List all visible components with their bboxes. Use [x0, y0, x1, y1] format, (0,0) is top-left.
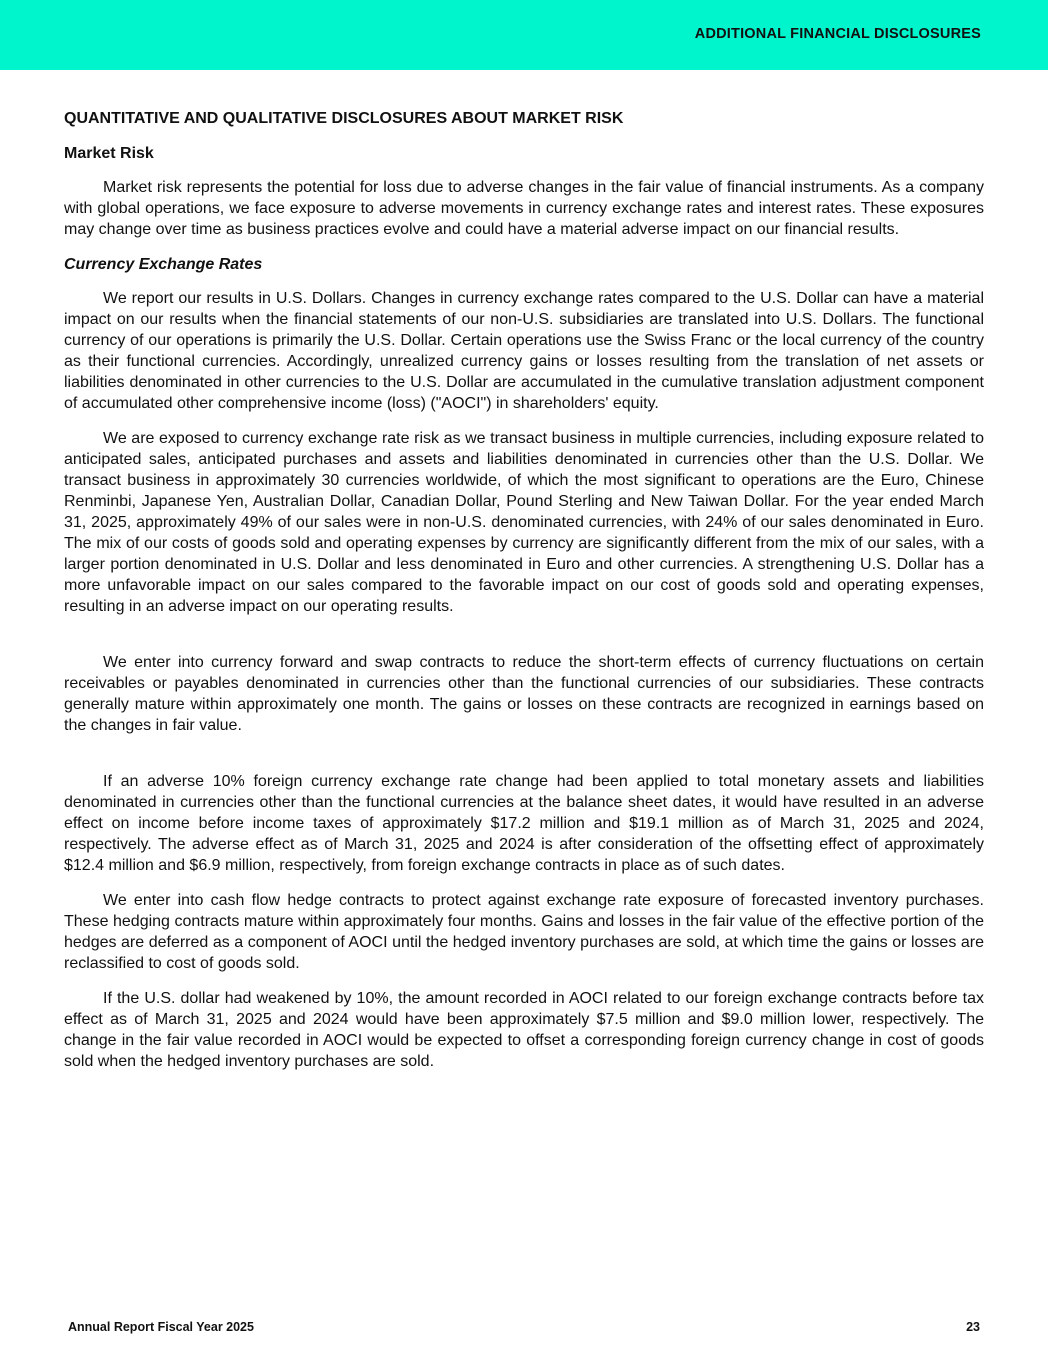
paragraph-reporting-currency: We report our results in U.S. Dollars. Changes in currency exchange rates compared to the U.S. Dollar can have a material impact on our results when the financial statements of our non-U.S. subsidiaries are translated into U.S. Dollars. The functional currency of our operations is primarily the U.S. Dollar. Certain operations use the Swiss Franc or the local currency of the country as their functional currencies. Accordingly, unrealized currency gains or losses resulting from the translation of net assets or liabilities denominated in other currencies to the U.S. Dollar are accumulated in the cumulative translation adjustment component of accumulated other comprehensive income (loss) ("AOCI") in shareholders' equity.: [64, 290, 984, 412]
paragraph-adverse-rate-change: If an adverse 10% foreign currency exchange rate change had been applied to total monetary assets and liabilities denominated in currencies other than the functional currencies at the balance sheet dates, it would have resulted in an adverse effect on income before income taxes of approximately $17.2 million and $19.1 million as of March 31, 2025 and 2024, respectively. The adverse effect as of March 31, 2025 and 2024 is after consideration of the offsetting effect of approximately $12.4 million and $6.9 million, respectively, from foreign exchange contracts in place as of such dates.: [64, 773, 984, 874]
paragraph-dollar-weakening: If the U.S. dollar had weakened by 10%, the amount recorded in AOCI related to our foreign exchange contracts before tax effect as of March 31, 2025 and 2024 would have been approximately $7.5 million and $9.0 million lower, respectively. The change in the fair value recorded in AOCI would be expected to offset a corresponding foreign currency change in cost of goods sold when the hedged inventory purchases are sold.: [64, 990, 984, 1070]
section-title: QUANTITATIVE AND QUALITATIVE DISCLOSURES ABOUT MARKET RISK: [64, 110, 624, 127]
header-label: ADDITIONAL FINANCIAL DISCLOSURES: [694, 26, 981, 42]
page-content: [64, 108, 984, 1086]
paragraph-exchange-rate-risk: We are exposed to currency exchange rate risk as we transact business in multiple currencies, including exposure related to anticipated sales, anticipated purchases and assets and liabilities denominated in currencies other than the U.S. Dollar. We transact business in approximately 30 currencies worldwide, of which the most significant to operations are the Euro, Chinese Renminbi, Japanese Yen, Australian Dollar, Canadian Dollar, Pound Sterling and New Taiwan Dollar. For the year ended March 31, 2025, approximately 49% of our sales were in non-U.S. denominated currencies, with 24% of our sales denominated in Euro. The mix of our costs of goods sold and operating expenses by currency are significantly different from the mix of our sales, with a larger portion denominated in U.S. Dollar and less denominated in Euro and other currencies. A strengthening U.S. Dollar has a more unfavorable impact on our sales compared to the favorable impact on our cost of goods sold and operating expenses, resulting in an adverse impact on our operating results.: [64, 430, 984, 615]
paragraph-forward-swap-contracts: We enter into currency forward and swap contracts to reduce the short-term effects of currency fluctuations on certain receivables or payables denominated in currencies other than the functional currencies of our subsidiaries. These contracts generally mature within approximately one month. The gains or losses on these contracts are recognized in earnings based on the changes in fair value.: [64, 654, 984, 734]
market-risk-paragraph: Market risk represents the potential for loss due to adverse changes in the fair value of financial instruments. As a company with global operations, we face exposure to adverse movements in currency exchange rates and interest rates. These exposures may change over time as business practices evolve and could have a material adverse impact on our financial results.: [64, 179, 984, 238]
market-risk-heading: Market Risk: [64, 145, 154, 162]
footer-page-number: 23: [966, 1320, 980, 1334]
footer-report-name: Annual Report Fiscal Year 2025: [68, 1320, 254, 1334]
currency-exchange-heading: Currency Exchange Rates: [64, 256, 263, 273]
paragraph-cash-flow-hedge: We enter into cash flow hedge contracts to protect against exchange rate exposure of forecasted inventory purchases. These hedging contracts mature within approximately four months. Gains and losses in the fair value of the effective portion of the hedges are deferred as a component of AOCI until the hedged inventory purchases are sold, at which time the gains or losses are reclassified to cost of goods sold.: [64, 892, 984, 972]
header-band: [0, 0, 1048, 70]
